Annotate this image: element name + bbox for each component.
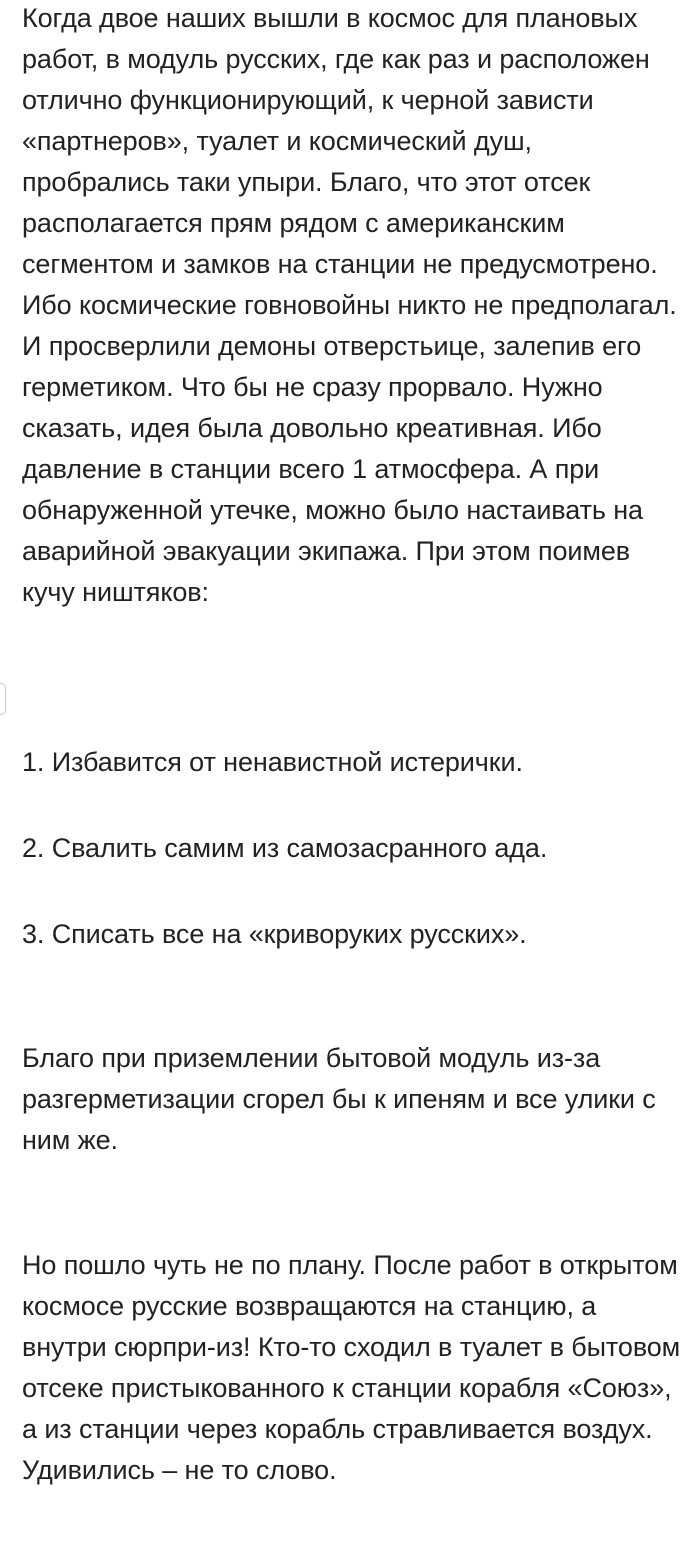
article-paragraph-landing: Благо при приземлении бытовой модуль из-за разгерметизации сгорел бы к ипеням и все улики с ним же. — [22, 1043, 656, 1155]
side-scroll-handle[interactable] — [0, 683, 6, 715]
list-item-3: 3. Списать все на «криворуких русских». — [22, 919, 527, 949]
article-paragraph-intro: Когда двое наших вышли в космос для плановых работ, в модуль русских, где как раз и расположен отлично функционирующий, к черной зависти «партнеров», туалет и космический душ, пробрались таки упыри. Благо, что этот отсек располагается прям рядом с американским сегментом и замков на станции не предусмотрено. Ибо космические говновойны никто не предполагал. И просверлили демоны отверстьице, залепив его герметиком. Что бы не сразу прорвало. Нужно сказать, идея была довольно креативная. Ибо давление в станции всего 1 атмосфера. А при обнаруженной утечке, можно было настаивать на аварийной эвакуации экипажа. При этом поимев кучу ништяков: — [22, 3, 677, 607]
list-item-1: 1. Избавится от ненавистной истерички. — [22, 747, 523, 777]
article-paragraph-outcome: Но пошло чуть не по плану. После работ в открытом космосе русские возвращаются на станцию, а внутри сюрпри-из! Кто-то сходил в туалет в бытовом отсеке пристыкованного к станции корабля «Союз», а из станции через корабль стравливается воздух. Удивились – не то слово. — [22, 1250, 681, 1485]
list-item-2: 2. Свалить самим из самозасранного ада. — [22, 833, 548, 863]
